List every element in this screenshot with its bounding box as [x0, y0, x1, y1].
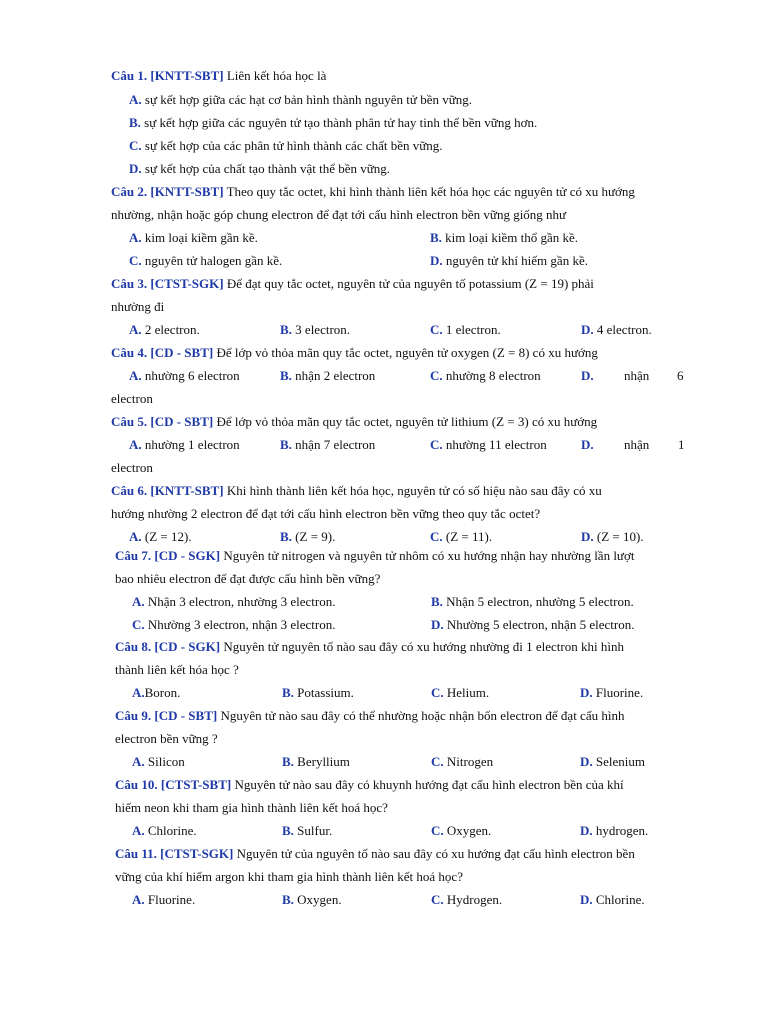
option-letter: D.: [581, 322, 594, 337]
question-text: hiếm neon khi tham gia hình thành liên kết hoá học?: [115, 800, 388, 815]
q4-option-d-wrap: electron: [111, 391, 153, 406]
option-letter: B.: [280, 368, 292, 383]
question-label: Câu 4. [CD - SBT]: [111, 345, 214, 360]
option-letter: A.: [132, 685, 145, 700]
option-text: (Z = 9).: [291, 529, 336, 544]
option-letter: A.: [129, 437, 142, 452]
question-label: Câu 5. [CD - SBT]: [111, 414, 214, 429]
option-text: sự kết hợp của chất tạo thành vật thể bền vững.: [141, 161, 391, 176]
option-letter: B.: [430, 230, 442, 245]
option-text: Hydrogen.: [443, 892, 503, 907]
question-8-stem-cont: [115, 662, 239, 678]
option-text: Nhận 3 electron, nhường 3 electron.: [144, 594, 336, 609]
q4-option-d-letter: [581, 368, 594, 384]
option-letter: C.: [132, 617, 145, 632]
option-text: Oxygen.: [293, 892, 342, 907]
question-text: thành liên kết hóa học ?: [115, 662, 239, 677]
q3-option-b: [280, 322, 350, 338]
option-text: Silicon: [144, 754, 185, 769]
question-text: Để lớp vỏ thỏa mãn quy tắc octet, nguyên tử oxygen (Z = 8) có xu hướng: [213, 345, 598, 360]
option-text: Nhận 5 electron, nhường 5 electron.: [442, 594, 634, 609]
option-letter: B.: [282, 685, 294, 700]
q11-option-b: [282, 892, 342, 908]
question-7-stem-cont: [115, 571, 380, 587]
q4-option-c: [430, 368, 541, 384]
q9-option-c: [431, 754, 493, 770]
question-label: Câu 11. [CTST-SGK]: [115, 846, 234, 861]
question-3-stem-cont: [111, 299, 164, 315]
q1-option-c: [129, 138, 443, 154]
question-10-stem: [115, 777, 624, 793]
q10-option-c: [431, 823, 491, 839]
q9-option-a: [132, 754, 185, 770]
option-letter: D.: [431, 617, 444, 632]
question-label: Câu 6. [KNTT-SBT]: [111, 483, 224, 498]
option-letter: A.: [132, 594, 145, 609]
option-text: Boron.: [144, 685, 181, 700]
option-letter: B.: [282, 754, 294, 769]
option-text: nhường 1 electron: [141, 437, 240, 452]
option-letter: C.: [129, 138, 142, 153]
option-text: sự kết hợp giữa các hạt cơ bản hình thành nguyên tử bền vững.: [141, 92, 473, 107]
q3-option-d: [581, 322, 652, 338]
option-text: Nhường 3 electron, nhận 3 electron.: [144, 617, 336, 632]
option-text: nguyên tử khí hiếm gần kề.: [442, 253, 588, 268]
q7-option-d: [431, 617, 634, 633]
question-text: vững của khí hiếm argon khi tham gia hình thành liên kết hoá học?: [115, 869, 463, 884]
question-text: electron bền vững ?: [115, 731, 218, 746]
option-text: (Z = 12).: [141, 529, 192, 544]
q8-option-d: [580, 685, 643, 701]
option-letter: C.: [129, 253, 142, 268]
question-2-stem: [111, 184, 635, 200]
question-label: Câu 8. [CD - SGK]: [115, 639, 221, 654]
question-text: Nguyên tử nào sau đây có khuynh hướng đạt cấu hình electron bền của khí: [231, 777, 624, 792]
option-letter: B.: [280, 437, 292, 452]
q5-option-a: [129, 437, 240, 453]
q7-option-b: [431, 594, 634, 610]
option-text: Fluorine.: [144, 892, 196, 907]
question-4-stem: [111, 345, 598, 361]
option-letter: D.: [581, 368, 594, 383]
option-letter: D.: [581, 437, 594, 452]
q5-option-c: [430, 437, 547, 453]
question-2-stem-cont: [111, 207, 566, 223]
q2-option-d: [430, 253, 588, 269]
question-text: bao nhiêu electron để đạt được cấu hình bền vững?: [115, 571, 381, 586]
q8-option-c: [431, 685, 489, 701]
option-text: 3 electron.: [291, 322, 351, 337]
option-letter: A.: [129, 322, 142, 337]
option-text: kim loại kiềm gần kề.: [141, 230, 258, 245]
q7-option-a: [132, 594, 335, 610]
q6-option-a: [129, 529, 192, 545]
option-text: (Z = 10).: [593, 529, 644, 544]
q8-option-b: [282, 685, 354, 701]
q5-option-d-wrap: electron: [111, 460, 153, 475]
option-text: Sulfur.: [293, 823, 333, 838]
option-letter: A.: [132, 892, 145, 907]
question-8-stem: [115, 639, 624, 655]
option-letter: B.: [282, 892, 294, 907]
option-text: 2 electron.: [141, 322, 200, 337]
q6-option-d: [581, 529, 644, 545]
option-text: hydrogen.: [592, 823, 649, 838]
q5-option-d-number: 1: [678, 437, 685, 452]
option-text: Nitrogen: [443, 754, 494, 769]
question-label: Câu 2. [KNTT-SBT]: [111, 184, 224, 199]
q7-option-c: [132, 617, 335, 633]
q1-option-d: [129, 161, 390, 177]
option-letter: C.: [430, 322, 443, 337]
option-letter: A.: [129, 368, 142, 383]
option-letter: B.: [280, 529, 292, 544]
question-text: Liên kết hóa học là: [223, 68, 327, 83]
option-text: Beryllium: [293, 754, 350, 769]
option-letter: B.: [129, 115, 141, 130]
option-text: sự kết hợp của các phân tử hình thành các chất bền vững.: [141, 138, 443, 153]
option-text: nguyên tử halogen gần kề.: [141, 253, 283, 268]
option-letter: C.: [430, 529, 443, 544]
option-text: nhận 2 electron: [291, 368, 376, 383]
option-text: Chlorine.: [144, 823, 197, 838]
question-11-stem: [115, 846, 635, 862]
question-text: Nguyên tử của nguyên tố nào sau đây có xu hướng đạt cấu hình electron bền: [233, 846, 635, 861]
option-text: sự kết hợp giữa các nguyên tử tạo thành phân tử hay tinh thể bền vững hơn.: [140, 115, 538, 130]
question-label: Câu 10. [CTST-SBT]: [115, 777, 232, 792]
option-text: nhận 7 electron: [291, 437, 376, 452]
q2-option-c: [129, 253, 282, 269]
question-10-stem-cont: [115, 800, 388, 816]
option-letter: B.: [280, 322, 292, 337]
q4-option-d-text: nhận: [624, 368, 650, 383]
option-text: 1 electron.: [442, 322, 501, 337]
question-label: Câu 7. [CD - SGK]: [115, 548, 221, 563]
question-text: Nguyên tử nguyên tố nào sau đây có xu hướng nhường đi 1 electron khi hình: [220, 639, 624, 654]
option-letter: D.: [129, 161, 142, 176]
option-text: nhường 11 electron: [442, 437, 547, 452]
q10-option-a: [132, 823, 197, 839]
option-text: Selenium: [592, 754, 645, 769]
q1-option-b: [129, 115, 537, 131]
question-label: Câu 9. [CD - SBT]: [115, 708, 218, 723]
q11-option-a: [132, 892, 195, 908]
q10-option-d: [580, 823, 648, 839]
option-text: Chlorine.: [592, 892, 645, 907]
option-letter: B.: [282, 823, 294, 838]
q3-option-c: [430, 322, 501, 338]
question-9-stem-cont: [115, 731, 218, 747]
question-text: hướng nhường 2 electron để đạt tới cấu hình electron bền vững theo quy tắc octet?: [111, 506, 541, 521]
q2-option-a: [129, 230, 258, 246]
option-text: nhường 8 electron: [442, 368, 541, 383]
q11-option-c: [431, 892, 502, 908]
option-text: Fluorine.: [592, 685, 644, 700]
option-letter: A.: [129, 92, 142, 107]
question-label: Câu 3. [CTST-SGK]: [111, 276, 224, 291]
question-text: Khi hình thành liên kết hóa học, nguyên tử có số hiệu nào sau đây có xu: [223, 483, 602, 498]
q9-option-d: [580, 754, 645, 770]
question-9-stem: [115, 708, 624, 724]
q2-option-b: [430, 230, 578, 246]
q4-option-b: [280, 368, 375, 384]
q3-option-a: [129, 322, 200, 338]
q5-option-b: [280, 437, 375, 453]
option-letter: A.: [129, 230, 142, 245]
option-text: Nhường 5 electron, nhận 5 electron.: [443, 617, 635, 632]
question-text: Theo quy tắc octet, khi hình thành liên kết hóa học các nguyên tử có xu hướng: [223, 184, 635, 199]
option-text: kim loại kiềm thổ gần kề.: [441, 230, 579, 245]
q11-option-d: [580, 892, 645, 908]
question-text: Để đạt quy tắc octet, nguyên tử của nguyên tố potassium (Z = 19) phải: [223, 276, 594, 291]
option-letter: C.: [430, 368, 443, 383]
question-5-stem: [111, 414, 597, 430]
option-letter: C.: [431, 754, 444, 769]
question-text: Nguyên tử nào sau đây có thể nhường hoặc nhận bốn electron để đạt cấu hình: [217, 708, 625, 723]
option-letter: B.: [431, 594, 443, 609]
option-text: Potassium.: [293, 685, 354, 700]
question-3-stem: [111, 276, 594, 292]
option-letter: A.: [129, 529, 142, 544]
question-6-stem-cont: [111, 506, 540, 522]
question-1-stem: [111, 68, 326, 84]
option-letter: D.: [580, 685, 593, 700]
question-11-stem-cont: [115, 869, 463, 885]
option-letter: D.: [581, 529, 594, 544]
option-text: 4 electron.: [593, 322, 652, 337]
option-letter: D.: [580, 823, 593, 838]
q1-option-a: [129, 92, 472, 108]
q5-option-d-text: nhận: [624, 437, 650, 452]
q9-option-b: [282, 754, 350, 770]
question-6-stem: [111, 483, 602, 499]
option-letter: D.: [580, 754, 593, 769]
question-text: Nguyên tử nitrogen và nguyên tử nhôm có xu hướng nhận hay nhường lần lượt: [220, 548, 635, 563]
option-letter: D.: [580, 892, 593, 907]
option-text: nhường 6 electron: [141, 368, 240, 383]
option-letter: A.: [132, 754, 145, 769]
option-letter: C.: [430, 437, 443, 452]
question-text: nhường, nhận hoặc góp chung electron để đạt tới cấu hình electron bền vững giống như: [111, 207, 567, 222]
q8-option-a: [132, 685, 180, 701]
question-text: Để lớp vỏ thỏa mãn quy tắc octet, nguyên tử lithium (Z = 3) có xu hướng: [213, 414, 598, 429]
q4-option-a: [129, 368, 240, 384]
q6-option-b: [280, 529, 335, 545]
option-text: Helium.: [443, 685, 490, 700]
q6-option-c: [430, 529, 492, 545]
question-label: Câu 1. [KNTT-SBT]: [111, 68, 224, 83]
option-letter: C.: [431, 685, 444, 700]
question-7-stem: [115, 548, 634, 564]
option-letter: C.: [431, 892, 444, 907]
option-letter: C.: [431, 823, 444, 838]
q10-option-b: [282, 823, 332, 839]
option-letter: D.: [430, 253, 443, 268]
option-letter: A.: [132, 823, 145, 838]
option-text: Oxygen.: [443, 823, 492, 838]
q4-option-d-number: 6: [677, 368, 684, 383]
question-text: nhường đi: [111, 299, 165, 314]
q5-option-d-letter: [581, 437, 594, 453]
option-text: (Z = 11).: [442, 529, 493, 544]
